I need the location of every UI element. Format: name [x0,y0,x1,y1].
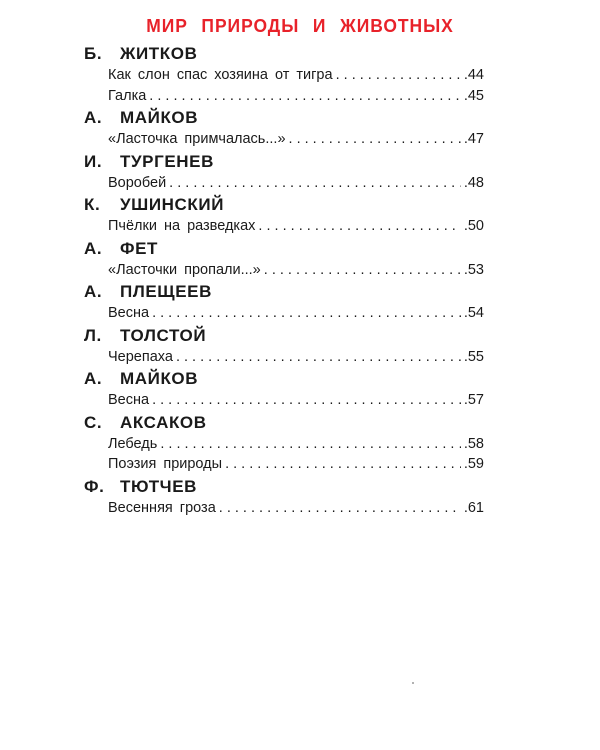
author-initial: Б. [84,44,103,63]
author-heading [84,239,484,262]
entry-title: Черепаха [108,348,173,365]
author-heading [84,108,484,131]
dot-leader [258,218,460,234]
author-name: МАЙКОВ [120,369,199,388]
author-name: ПЛЕЩЕЕВ [120,282,212,301]
page-number: .44 [463,67,484,83]
author-initial: К. [84,195,101,214]
author-initial: Ф. [84,476,105,496]
author-heading [84,282,484,305]
page-number: .57 [463,392,484,408]
toc-entry[interactable] [108,392,484,413]
page-number: .48 [463,174,484,191]
page-number: .59 [463,456,484,472]
page-number: .55 [463,348,484,365]
author-name: УШИНСКИЙ [120,195,225,214]
toc-entry[interactable] [108,500,484,521]
toc-entry[interactable] [108,456,484,477]
dot-leader [152,392,461,408]
toc-entry[interactable] [108,67,484,88]
author-heading [84,413,484,436]
author-initial: И. [84,151,103,171]
author-initial: Л. [84,325,102,345]
author-initial: А. [84,369,103,388]
author-initial: А. [84,238,103,258]
page-number: .54 [463,305,484,321]
entry-title: «Ласточка примчалась...» [108,131,286,147]
author-name: ФЕТ [120,238,159,258]
dot-leader [225,456,461,472]
dot-leader [264,262,461,278]
toc-entry[interactable] [108,305,484,326]
table-of-contents [84,44,484,520]
author-name: ТОЛСТОЙ [120,325,207,345]
print-speck [412,682,414,684]
page-number: .50 [463,218,484,234]
dot-leader [176,349,461,365]
author-name: ТЮТЧЕВ [120,476,198,496]
entry-title: Как слон спас хозяина от тигра [108,67,333,83]
page-number: .53 [463,261,484,278]
author-name: ТУРГЕНЕВ [120,151,214,171]
author-initial: А. [84,108,103,127]
author-heading [84,477,484,500]
entry-title: Весна [108,305,150,321]
page-number: .45 [463,87,484,104]
author-name: МАЙКОВ [120,108,199,127]
entry-title: Пчёлки на разведках [108,218,256,234]
author-heading [84,44,484,67]
dot-leader [169,175,461,191]
toc-entry[interactable] [108,436,484,457]
author-name: АКСАКОВ [120,412,207,432]
toc-entry[interactable] [108,349,484,370]
author-initial: С. [84,412,103,432]
page-number: .47 [463,131,484,147]
toc-entry[interactable] [108,131,484,152]
toc-entry[interactable] [108,175,484,196]
dot-leader [289,131,461,147]
author-heading [84,369,484,392]
dot-leader [160,436,461,452]
entry-title: Воробей [108,174,167,191]
author-heading [84,152,484,175]
section-title: МИР ПРИРОДЫ И ЖИВОТНЫХ [146,16,454,36]
entry-title: Галка [108,87,147,104]
entry-title: Лебедь [108,435,158,452]
toc-entry[interactable] [108,218,484,239]
entry-title: Поэзия природы [108,456,223,472]
toc-entry[interactable] [108,88,484,109]
toc-entry[interactable] [108,262,484,283]
dot-leader [336,67,461,83]
entry-title: Весенняя гроза [108,499,216,516]
author-initial: А. [84,282,103,301]
entry-title: «Ласточки пропали...» [108,261,261,278]
author-heading [84,195,484,218]
dot-leader [219,500,461,516]
dot-leader [149,88,461,104]
page-number: .61 [463,499,484,516]
author-heading [84,326,484,349]
dot-leader [152,305,461,321]
author-name: ЖИТКОВ [120,44,198,63]
entry-title: Весна [108,392,150,408]
page-number: .58 [463,435,484,452]
